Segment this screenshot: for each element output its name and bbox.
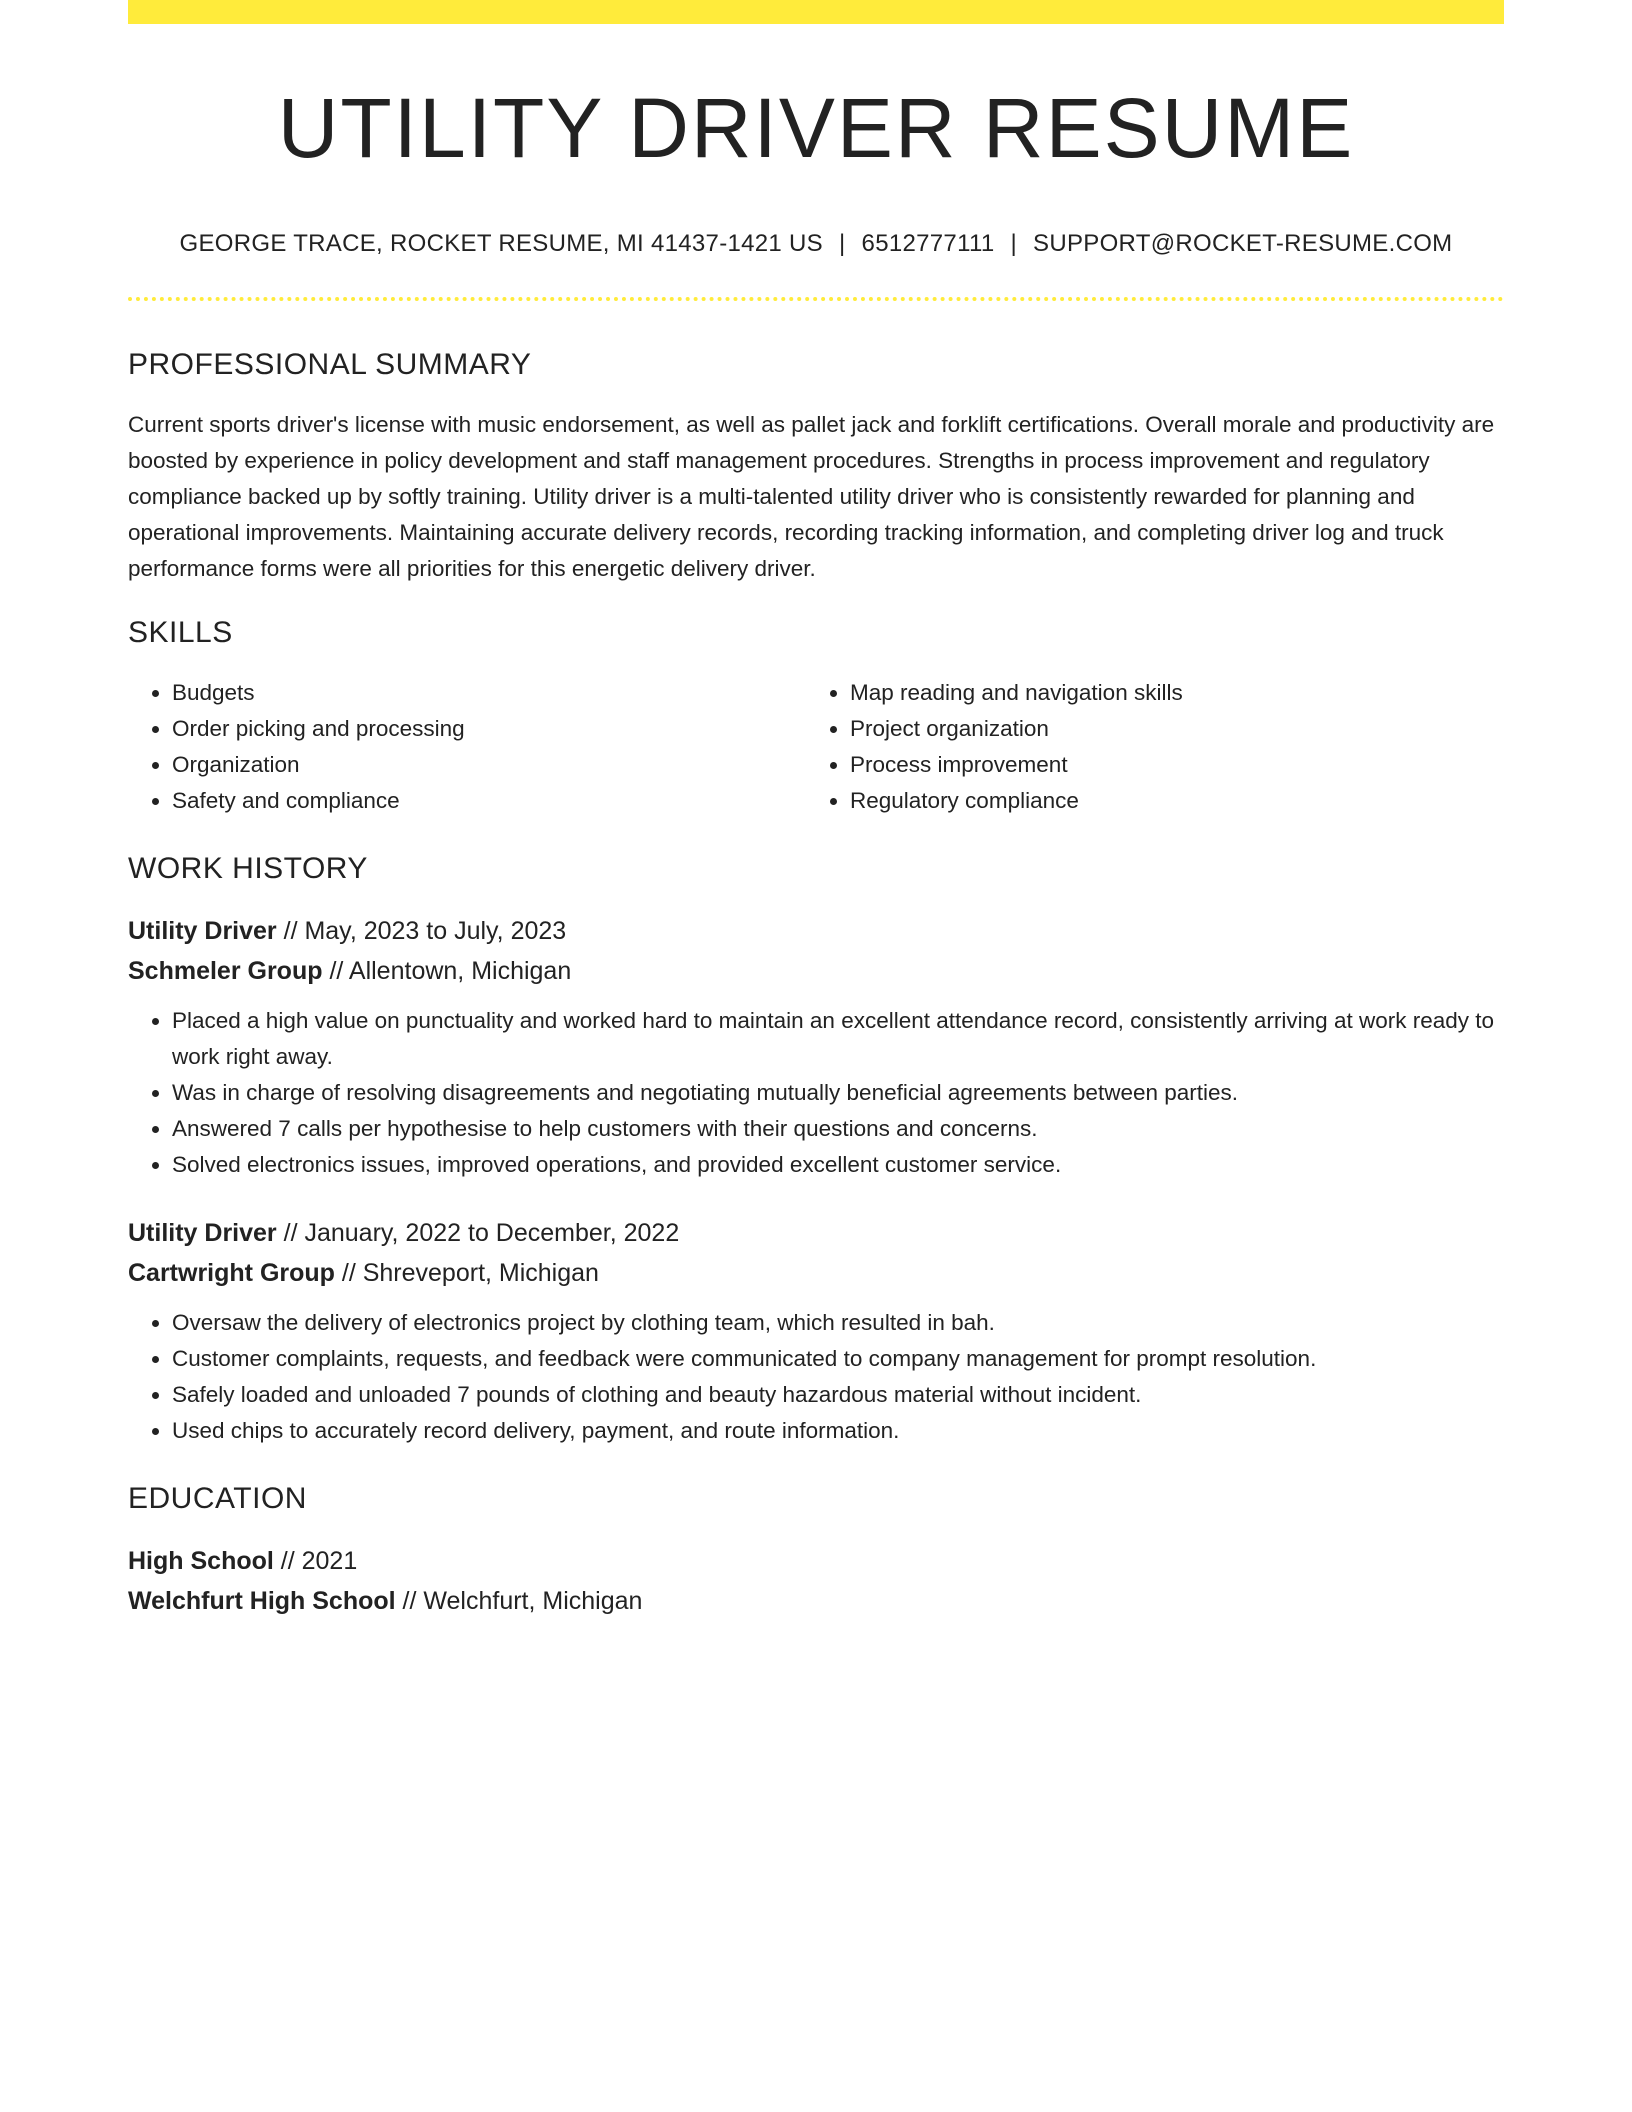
job-title-line [128,911,1504,951]
job-bullet: • Was in charge of resolving disagreements and negotiating mutually beneficial agreements between parties. [172,1075,1504,1111]
job-title-line [128,1213,1504,1253]
job-bullet: • Used chips to accurately record delivery, payment, and route information. [172,1413,1504,1449]
skill-item: • Organization [172,747,806,783]
education-degree: High School [128,1547,274,1576]
job-location: // Allentown, Michigan [322,957,572,986]
job-bullet-list [128,1003,1504,1183]
contact-separator: | [839,230,846,258]
skills-heading: SKILLS [128,616,233,650]
summary-heading: PROFESSIONAL SUMMARY [128,348,532,382]
work-history-heading: WORK HISTORY [128,852,368,886]
job-entry [128,911,1504,1183]
education-year: // 2021 [273,1547,358,1576]
job-dates: // January, 2022 to December, 2022 [276,1219,680,1248]
skills-grid [128,675,1504,819]
skill-item: • Order picking and processing [172,711,806,747]
job-company-line [128,951,1504,991]
dotted-divider [128,297,1504,301]
skill-item: • Map reading and navigation skills [850,675,1504,711]
resume-page [128,0,1504,1621]
education-heading: EDUCATION [128,1482,307,1516]
skill-item: • Safety and compliance [172,783,806,819]
job-dates: // May, 2023 to July, 2023 [276,917,567,946]
job-bullet: • Oversaw the delivery of electronics project by clothing team, which resulted in bah. [172,1305,1504,1341]
contact-email: SUPPORT@ROCKET-RESUME.COM [1033,230,1453,258]
education-school: Welchfurt High School [128,1587,396,1616]
skill-item: • Process improvement [850,747,1504,783]
skill-item: • Budgets [172,675,806,711]
contact-phone: 6512777111 [861,230,995,258]
skill-item: • Regulatory compliance [850,783,1504,819]
job-title: Utility Driver [128,1219,277,1248]
summary-text: Current sports driver's license with music endorsement, as well as pallet jack and forklift certifications. Overall morale and productivity are boosted by experience in policy development and staff management procedures. Strengths in process improvement and regulatory compliance backed up by softly training. Utility driver is a multi-talented utility driver who is consistently rewarded for planning and operational improvements. Maintaining accurate delivery records, recording tracking information, and completing driver log and truck performance forms were all priorities for this energetic delivery driver. [128,412,1495,582]
job-company: Cartwright Group [128,1259,335,1288]
skills-list-left [128,675,806,819]
job-bullet: • Customer complaints, requests, and feedback were communicated to company management for prompt resolution. [172,1341,1504,1377]
job-bullet: • Solved electronics issues, improved operations, and provided excellent customer service. [172,1147,1504,1183]
job-bullet-list [128,1305,1504,1449]
job-location: // Shreveport, Michigan [334,1259,599,1288]
resume-title: UTILITY DRIVER RESUME [277,81,1355,175]
accent-top-bar [128,0,1504,24]
job-entry [128,1213,1504,1449]
skill-item: • Project organization [850,711,1504,747]
job-bullet: • Answered 7 calls per hypothesise to help customers with their questions and concerns. [172,1111,1504,1147]
job-title: Utility Driver [128,917,277,946]
education-degree-line [128,1541,1504,1581]
job-company-line [128,1253,1504,1293]
skills-list-right [806,675,1504,819]
education-location: // Welchfurt, Michigan [395,1587,643,1616]
contact-address: GEORGE TRACE, ROCKET RESUME, MI 41437-1421 US [179,230,823,258]
job-company: Schmeler Group [128,957,323,986]
job-bullet: • Safely loaded and unloaded 7 pounds of clothing and beauty hazardous material without incident. [172,1377,1504,1413]
contact-separator: | [1010,230,1018,258]
education-school-line [128,1581,1504,1621]
job-bullet: • Placed a high value on punctuality and worked hard to maintain an excellent attendance record, consistently arriving at work ready to work right away. [172,1003,1504,1075]
contact-line [128,230,1504,259]
